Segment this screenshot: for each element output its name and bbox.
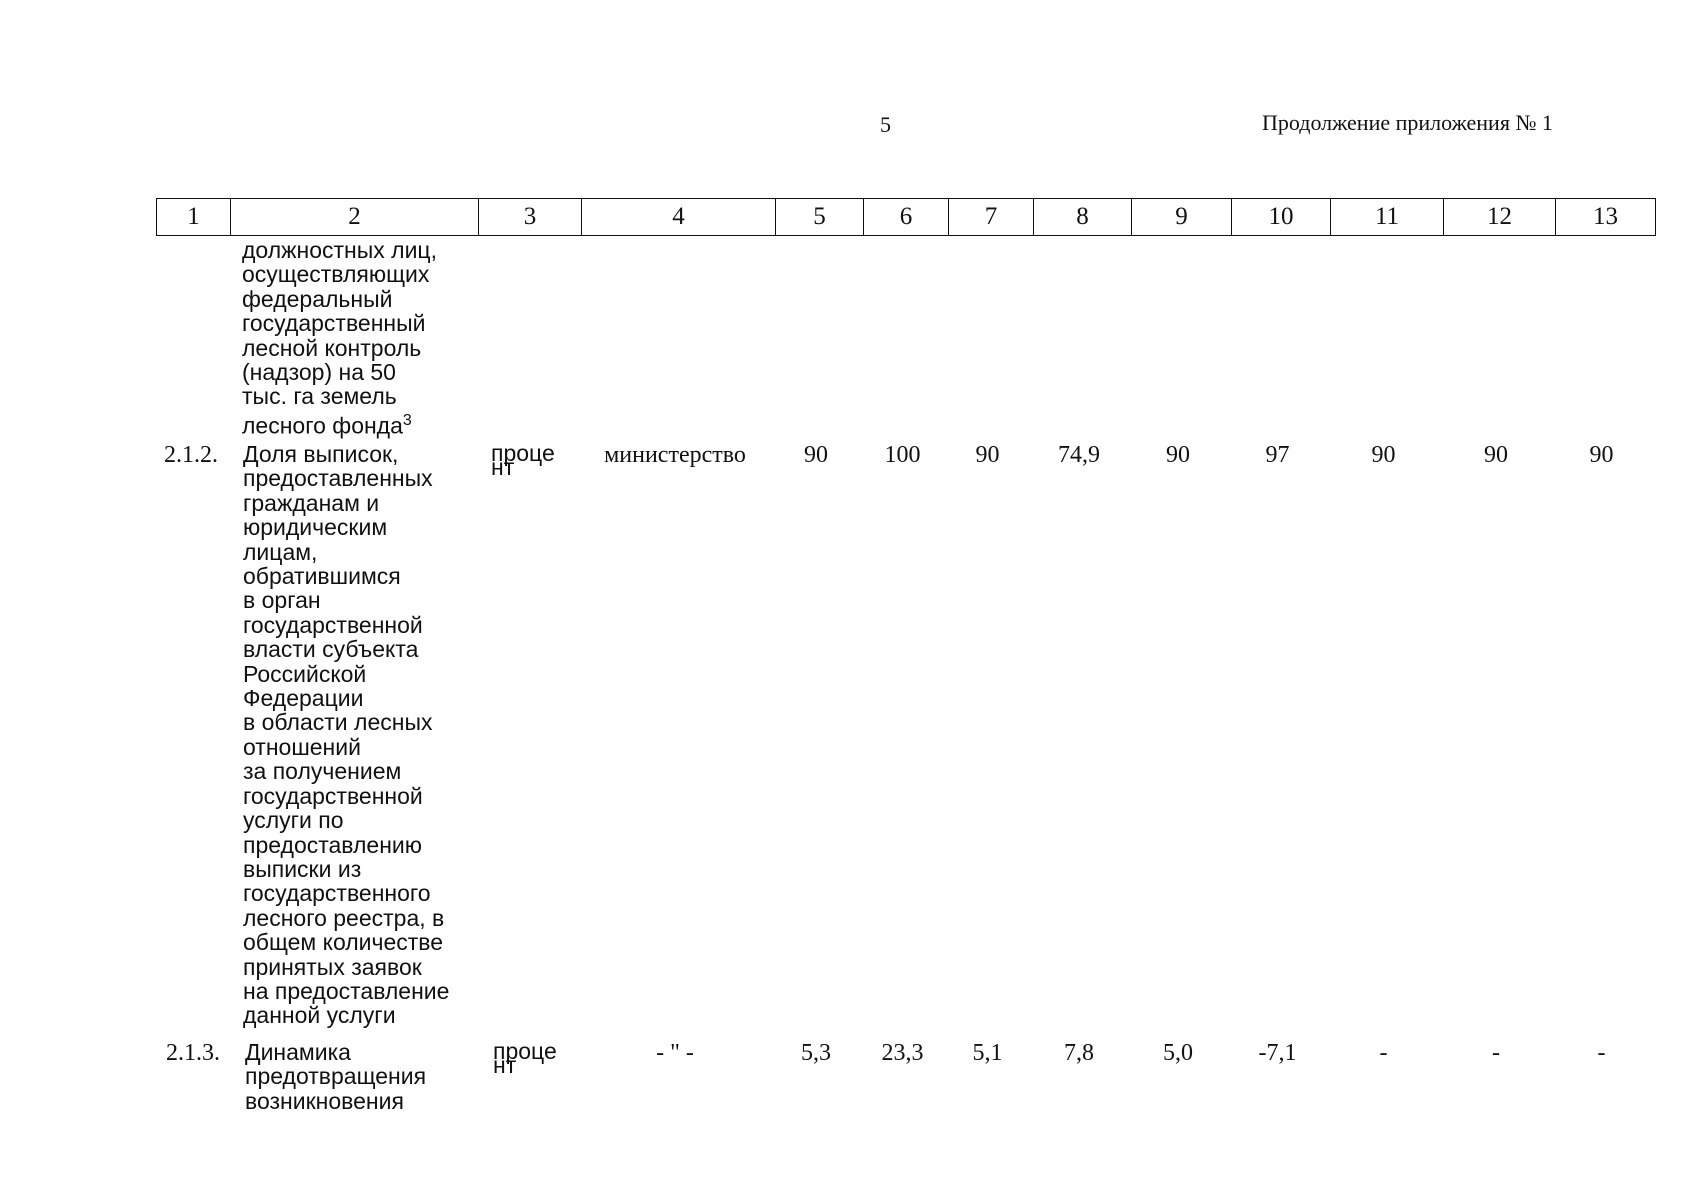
row-value-9: 5,0 bbox=[1163, 1040, 1193, 1066]
row-value-12: 90 bbox=[1484, 442, 1508, 468]
row-value-5: 5,3 bbox=[801, 1040, 831, 1066]
column-number-3: 3 bbox=[479, 199, 582, 235]
column-number-13: 13 bbox=[1593, 203, 1618, 230]
row-number: 2.1.2. bbox=[164, 442, 218, 468]
row-value-6: 100 bbox=[884, 442, 921, 468]
footnote-marker: 3 bbox=[402, 411, 412, 429]
row-value-6: 23,3 bbox=[881, 1040, 924, 1066]
page-number: 5 bbox=[880, 112, 891, 137]
column-number-9: 9 bbox=[1132, 199, 1232, 235]
row-description: Доля выписок, предоставленных гражданам и юридическим лицам, обратившимся в орган государственной власти субъекта Российской Федерации в области лесных отношений за получением государственной услуги по предоставлению выписки из государственного лесного реестра, в общем количестве принятых заявок на предоставление данной услуги bbox=[243, 441, 450, 1029]
row-description-text: должностных лиц, осуществляющих федеральный государственный лесной контроль (надзор) на 50 тыс. га земель лесного фонда bbox=[242, 237, 437, 439]
row-value-13: 90 bbox=[1589, 442, 1614, 468]
column-number-12: 12 bbox=[1444, 199, 1556, 235]
column-number-6: 6 bbox=[864, 199, 949, 235]
column-number-8: 8 bbox=[1034, 199, 1132, 235]
row-value-10: -7,1 bbox=[1258, 1040, 1297, 1066]
column-number-2: 2 bbox=[231, 199, 479, 235]
row-responsible: - " - bbox=[656, 1040, 694, 1066]
column-number-1: 1 bbox=[157, 199, 231, 235]
table-header-row bbox=[156, 198, 1656, 236]
column-number-5: 5 bbox=[776, 199, 864, 235]
row-value-8: 7,8 bbox=[1064, 1040, 1094, 1066]
row-value-9: 90 bbox=[1166, 442, 1190, 468]
row-value-11: 90 bbox=[1371, 442, 1396, 468]
row-description bbox=[242, 238, 437, 438]
column-number-11: 11 bbox=[1331, 199, 1444, 235]
column-number-7: 7 bbox=[949, 199, 1034, 235]
row-value-7: 90 bbox=[975, 442, 1000, 468]
row-unit: проце нт bbox=[493, 1038, 557, 1078]
row-value-13: - bbox=[1597, 1040, 1606, 1066]
column-number-4: 4 bbox=[582, 199, 776, 235]
row-value-12: - bbox=[1492, 1040, 1500, 1066]
column-number-10: 10 bbox=[1232, 199, 1331, 235]
row-number: 2.1.3. bbox=[166, 1040, 220, 1066]
appendix-continuation-label: Продолжение приложения № 1 bbox=[1262, 110, 1553, 135]
row-value-5: 90 bbox=[804, 442, 828, 468]
row-responsible: министерство bbox=[604, 442, 746, 468]
row-description: Динамика предотвращения возникновения bbox=[245, 1039, 427, 1114]
row-value-8: 74,9 bbox=[1058, 442, 1100, 468]
row-unit: проце нт bbox=[491, 440, 555, 480]
row-value-11: - bbox=[1379, 1040, 1388, 1066]
row-value-7: 5,1 bbox=[972, 1040, 1003, 1066]
row-value-10: 97 bbox=[1265, 442, 1290, 468]
